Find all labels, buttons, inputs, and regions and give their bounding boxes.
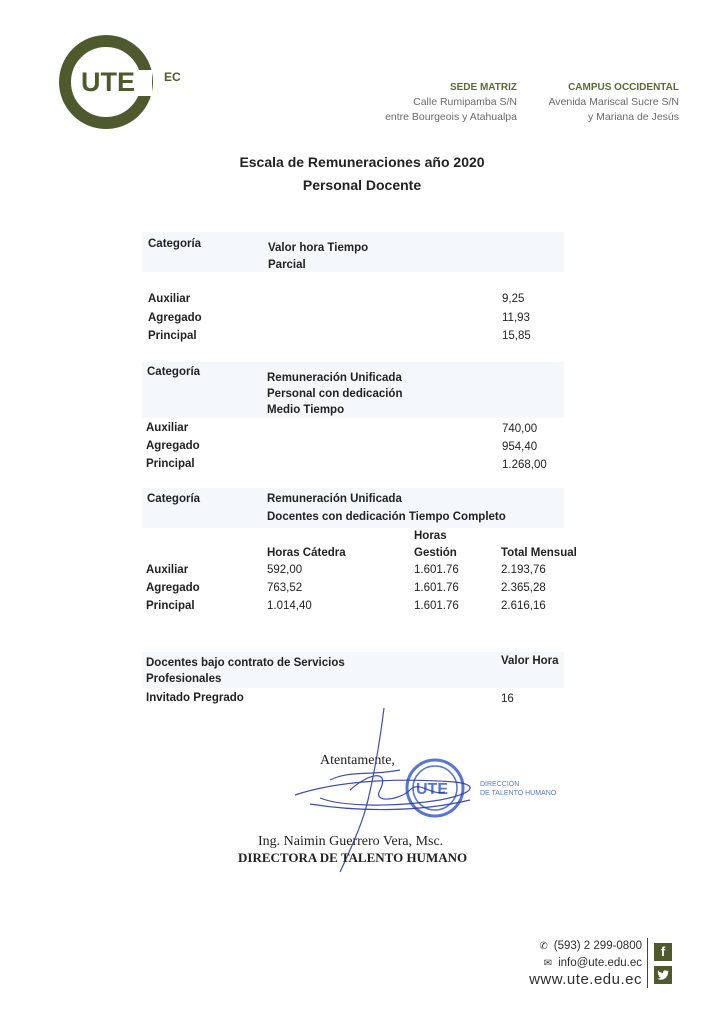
table3-col-line1: Remuneración Unificada xyxy=(267,493,402,505)
table3-row-catedra: 763,52 xyxy=(267,582,303,594)
stamp-line2: DE TALENTO HUMANO xyxy=(480,790,557,797)
table2-row-cat: Agregado xyxy=(146,440,200,452)
table3-row-gestion: 1.601.76 xyxy=(414,582,459,594)
table1-col-categoria: Categoría xyxy=(148,238,202,250)
sede-line2: entre Bourgeois y Atahualpa xyxy=(385,111,517,123)
table4-col-line1: Docentes bajo contrato de Servicios xyxy=(146,657,345,669)
signer-role: DIRECTORA DE TALENTO HUMANO xyxy=(238,850,468,865)
table2-row-value: 954,40 xyxy=(502,441,538,453)
table4-col-valor-hora: Valor Hora xyxy=(501,655,559,667)
table4-row-value: 16 xyxy=(501,693,514,705)
table4-col-line2: Profesionales xyxy=(146,673,222,685)
table3-col-line2: Docentes con dedicación Tiempo Completo xyxy=(267,511,506,523)
phone-icon: ✆ xyxy=(539,941,548,952)
table3-row-catedra: 592,00 xyxy=(267,564,303,576)
table3-row-cat: Principal xyxy=(146,600,195,612)
table3-h-horas-gestion-2: Gestión xyxy=(414,547,457,559)
table3-col-categoria: Categoría xyxy=(147,493,201,505)
table3-row-gestion: 1.601.76 xyxy=(414,600,459,612)
table2-col-line2: Personal con dedicación xyxy=(267,388,403,400)
table2-row-cat: Principal xyxy=(146,458,195,470)
campus-line2: y Mariana de Jesús xyxy=(587,111,679,123)
table1-col-valor-hora-line2: Parcial xyxy=(268,259,306,271)
table3-row-total: 2.193,76 xyxy=(501,564,546,576)
table3-row-cat: Agregado xyxy=(146,582,200,594)
campus-occidental-address xyxy=(548,80,679,125)
stamp-line1: DIRECCIÓN xyxy=(480,781,520,788)
ute-logo xyxy=(58,34,154,130)
sede-matriz-address xyxy=(385,80,517,125)
table1-row-cat: Agregado xyxy=(148,312,202,324)
logo-suffix: EC xyxy=(164,70,181,84)
table1-row-value: 9,25 xyxy=(502,293,525,305)
document-subtitle: Personal Docente xyxy=(302,177,422,193)
document-title: Escala de Remuneraciones año 2020 xyxy=(239,154,485,170)
table2-col-categoria: Categoría xyxy=(147,366,201,378)
table2-row-value: 740,00 xyxy=(502,423,538,435)
phone-number: (593) 2 299-0800 xyxy=(553,940,642,952)
table3-row-cat: Auxiliar xyxy=(146,564,189,576)
table3-row-catedra: 1.014,40 xyxy=(267,600,312,612)
table2-col-line1: Remuneración Unificada xyxy=(267,372,402,384)
campus-title: CAMPUS OCCIDENTAL xyxy=(568,82,679,93)
table3-h-horas-catedra: Horas Cátedra xyxy=(267,547,346,559)
table1-row-cat: Principal xyxy=(148,330,197,342)
table2-col-line3: Medio Tiempo xyxy=(267,404,345,416)
table1-row-cat: Auxiliar xyxy=(148,293,191,305)
table3-h-horas-gestion-1: Horas xyxy=(414,530,447,542)
email-address: info@ute.edu.ec xyxy=(558,957,642,969)
table1-row-value: 15,85 xyxy=(502,330,531,342)
greeting: Atentamente, xyxy=(320,753,396,768)
table3-row-total: 2.616,16 xyxy=(501,600,546,612)
table1-row-value: 11,93 xyxy=(502,312,530,324)
mail-icon: ✉ xyxy=(543,958,553,969)
sede-line1: Calle Rumipamba S/N xyxy=(413,96,517,108)
twitter-icon[interactable] xyxy=(654,966,672,984)
table3-row-total: 2.365,28 xyxy=(501,582,546,594)
table3-h-total-mensual: Total Mensual xyxy=(501,547,577,559)
signer-name: Ing. Naimin Guerrero Vera, Msc. xyxy=(258,834,444,849)
logo-text: UTE xyxy=(81,67,135,97)
twitter-bird-glyph xyxy=(656,968,670,982)
stamp-logo: UTE xyxy=(416,781,448,798)
footer-email xyxy=(544,957,642,969)
table2-row-cat: Auxiliar xyxy=(146,422,189,434)
footer-phone xyxy=(539,940,642,952)
table2-row-value: 1.268,00 xyxy=(502,459,547,471)
table1-col-valor-hora-line1: Valor hora Tiempo xyxy=(268,242,369,254)
sede-title: SEDE MATRIZ xyxy=(449,82,517,93)
footer-web: www.ute.edu.ec xyxy=(529,971,642,988)
campus-line1: Avenida Mariscal Sucre S/N xyxy=(548,96,679,108)
table4-row-cat: Invitado Pregrado xyxy=(146,692,244,704)
facebook-icon[interactable]: f xyxy=(654,943,672,961)
footer-divider xyxy=(647,938,648,988)
table3-row-gestion: 1.601.76 xyxy=(414,564,459,576)
